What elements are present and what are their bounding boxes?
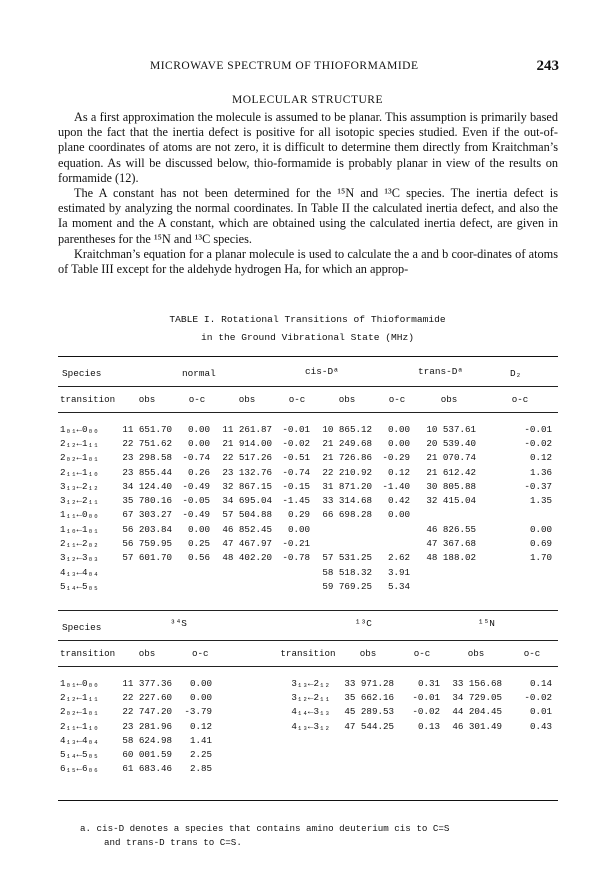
obs-cell xyxy=(446,747,508,761)
obs-cell: 34 729.05 xyxy=(452,691,502,703)
o-c-cell: 0.00 xyxy=(189,691,212,703)
obs-cell xyxy=(216,579,278,593)
o-c-cell: 0.42 xyxy=(387,495,410,507)
transition-cell: 4₁₃←4₀₄ xyxy=(60,734,99,746)
o-c-cell: -0.15 xyxy=(282,480,310,492)
o-c-cell: 2.62 xyxy=(387,552,410,564)
obs-cell xyxy=(416,508,482,522)
table-row xyxy=(58,451,558,465)
o-c-cell: 5.34 xyxy=(387,580,410,592)
o-c-cell: -0.74 xyxy=(282,466,310,478)
species-34s: ³⁴S xyxy=(170,618,187,629)
obs-cell: 33 314.68 xyxy=(322,495,372,507)
obs-cell xyxy=(338,762,400,776)
table-row xyxy=(58,465,558,479)
obs-cell: 21 612.42 xyxy=(426,466,476,478)
o-c-cell xyxy=(482,565,558,579)
o-c-cell: 0.00 xyxy=(387,423,410,435)
col-header: obs xyxy=(138,393,156,405)
table-row xyxy=(58,690,558,704)
paragraph-2: The A constant has not been determined for the ¹⁵N and ¹³C species. The inertia defect is estimated by analyzing the normal coordinates. In Table II the calculated inertia defect, and also the Ia moment and the A constant, which are obtained using the calculated inertia defect, are given in parentheses for the ¹⁵N and ¹³C species. xyxy=(58,186,558,246)
transition-cell: 4₁₃←4₀₄ xyxy=(60,566,99,578)
obs-cell: 57 504.88 xyxy=(222,509,272,521)
obs-cell: 35 662.16 xyxy=(344,691,394,703)
table-header-rule xyxy=(58,386,558,387)
o-c-cell: 0.25 xyxy=(187,538,210,550)
table-caption-line1: TABLE I. Rotational Transitions of Thioformamide xyxy=(169,314,446,325)
table-row xyxy=(58,762,558,776)
obs-cell xyxy=(338,747,400,761)
obs-cell: 22 210.92 xyxy=(322,466,372,478)
o-c-cell xyxy=(278,565,316,579)
transition-cell: 6₁₅←6₀₆ xyxy=(60,763,99,775)
o-c-cell: 1.41 xyxy=(189,734,212,746)
table-row xyxy=(58,705,558,719)
o-c-cell: 2.25 xyxy=(189,749,212,761)
species-trans-d: trans-Dᵃ xyxy=(418,366,464,377)
o-c-cell xyxy=(508,747,558,761)
obs-cell: 46 826.55 xyxy=(426,523,476,535)
o-c-cell: 1.36 xyxy=(529,466,552,478)
obs-cell: 21 249.68 xyxy=(322,437,372,449)
table-row xyxy=(58,479,558,493)
o-c-cell: 0.00 xyxy=(387,509,410,521)
table-bottom-rule xyxy=(58,800,558,801)
obs-cell: 58 518.32 xyxy=(322,566,372,578)
obs-cell: 48 188.02 xyxy=(426,552,476,564)
o-c-cell: 0.26 xyxy=(187,466,210,478)
obs-cell: 57 601.70 xyxy=(122,552,172,564)
col-header: o-c xyxy=(413,647,431,659)
transition-cell: 2₀₂←1₀₁ xyxy=(60,452,99,464)
transition-cell: 2₀₂←1₀₁ xyxy=(60,706,99,718)
transition-cell: 3₁₂←3₀₃ xyxy=(60,552,99,564)
obs-cell: 32 867.15 xyxy=(222,480,272,492)
col-header: o-c xyxy=(192,647,209,659)
species-15n: ¹⁵N xyxy=(478,618,495,629)
table-top-rule xyxy=(58,356,558,357)
col-header: transition xyxy=(60,393,116,405)
obs-cell: 31 871.20 xyxy=(322,480,372,492)
o-c-cell: -0.51 xyxy=(282,452,310,464)
obs-cell: 59 769.25 xyxy=(322,580,372,592)
obs-cell: 23 298.58 xyxy=(122,452,172,464)
body-text xyxy=(58,110,558,277)
obs-cell: 47 544.25 xyxy=(344,720,394,732)
table-row xyxy=(58,719,558,733)
transition-cell: 5₁₄←5₀₅ xyxy=(60,580,99,592)
obs-cell xyxy=(316,536,378,550)
col-header: o-c xyxy=(188,393,206,405)
obs-cell: 57 531.25 xyxy=(322,552,372,564)
o-c-cell: -0.29 xyxy=(382,452,410,464)
table-row xyxy=(58,551,558,565)
obs-cell: 56 759.95 xyxy=(122,538,172,550)
o-c-cell xyxy=(482,508,558,522)
table-row xyxy=(58,676,558,690)
o-c-cell: -0.49 xyxy=(182,509,210,521)
o-c-cell: 0.69 xyxy=(529,538,552,550)
species-label: Species xyxy=(62,368,102,379)
obs-cell: 21 726.86 xyxy=(322,452,372,464)
obs-cell: 67 303.27 xyxy=(122,509,172,521)
page-number: 243 xyxy=(536,58,559,74)
o-c-cell: 0.56 xyxy=(187,552,210,564)
obs-cell: 35 780.16 xyxy=(122,495,172,507)
species-d2: D₂ xyxy=(510,368,522,379)
obs-cell: 11 377.36 xyxy=(122,677,172,689)
obs-cell: 34 695.04 xyxy=(222,495,272,507)
obs-cell: 60 001.59 xyxy=(122,749,172,761)
o-c-cell: -0.74 xyxy=(182,452,210,464)
transition-cell: 2₁₁←1₁₀ xyxy=(60,720,99,732)
o-c-cell xyxy=(178,565,216,579)
o-c-cell: -0.02 xyxy=(524,691,552,703)
obs-cell: 30 805.88 xyxy=(426,480,476,492)
transition-cell xyxy=(218,747,338,761)
obs-cell: 21 914.00 xyxy=(222,437,272,449)
o-c-cell xyxy=(508,762,558,776)
obs-cell xyxy=(338,733,400,747)
table-row xyxy=(58,522,558,536)
table-footnote xyxy=(80,822,550,850)
lower-header-rule xyxy=(58,640,558,641)
transition-cell: 1₀₁←0₀₀ xyxy=(60,423,99,435)
obs-cell: 22 227.60 xyxy=(122,691,172,703)
obs-cell: 47 467.97 xyxy=(222,538,272,550)
table-row xyxy=(58,733,558,747)
o-c-cell: 0.43 xyxy=(529,720,552,732)
obs-cell: 33 971.28 xyxy=(344,677,394,689)
o-c-cell: 1.35 xyxy=(529,495,552,507)
obs-cell: 44 204.45 xyxy=(452,706,502,718)
lower-column-header-row xyxy=(58,646,558,660)
transition-cell: 5₁₄←5₀₅ xyxy=(60,749,99,761)
o-c-cell: 0.12 xyxy=(387,466,410,478)
transition-cell: 3₁₂←2₁₁ xyxy=(60,495,99,507)
obs-cell: 22 751.62 xyxy=(122,437,172,449)
o-c-cell: -0.49 xyxy=(182,480,210,492)
col-header: obs xyxy=(238,393,256,405)
o-c-cell: -1.40 xyxy=(382,480,410,492)
transition-cell: 1₀₁←0₀₀ xyxy=(60,677,99,689)
o-c-cell xyxy=(378,522,416,536)
o-c-cell: 2.85 xyxy=(189,763,212,775)
o-c-cell: 0.00 xyxy=(387,437,410,449)
obs-cell xyxy=(446,733,508,747)
species-cis-d: cis-Dᵃ xyxy=(305,366,339,377)
species-13c: ¹³C xyxy=(355,618,372,629)
col-header: o-c xyxy=(288,393,306,405)
table-row xyxy=(58,565,558,579)
obs-cell: 47 367.68 xyxy=(426,538,476,550)
obs-cell xyxy=(446,762,508,776)
col-header: obs xyxy=(359,647,377,659)
o-c-cell: 3.91 xyxy=(387,566,410,578)
o-c-cell: 1.70 xyxy=(529,552,552,564)
obs-cell: 66 698.28 xyxy=(322,509,372,521)
o-c-cell: -0.01 xyxy=(524,423,552,435)
obs-cell xyxy=(116,565,178,579)
obs-cell: 34 124.40 xyxy=(122,480,172,492)
obs-cell: 23 281.96 xyxy=(122,720,172,732)
obs-cell: 32 415.04 xyxy=(426,495,476,507)
o-c-cell: 0.00 xyxy=(189,677,212,689)
obs-cell: 46 301.49 xyxy=(452,720,502,732)
o-c-cell: -0.02 xyxy=(524,437,552,449)
obs-cell xyxy=(116,579,178,593)
o-c-cell xyxy=(178,579,216,593)
obs-cell: 46 852.45 xyxy=(222,523,272,535)
o-c-cell: 0.00 xyxy=(187,523,210,535)
transition-cell: 3₁₃←2₁₂ xyxy=(60,480,99,492)
transition-cell: 2₁₂←1₁₁ xyxy=(60,691,99,703)
col-header: o-c xyxy=(388,393,406,405)
o-c-cell: -1.45 xyxy=(282,495,310,507)
obs-cell: 21 070.74 xyxy=(426,452,476,464)
obs-cell xyxy=(416,579,482,593)
o-c-cell: -3.79 xyxy=(184,706,212,718)
o-c-cell xyxy=(400,733,446,747)
o-c-cell: -0.02 xyxy=(412,706,440,718)
obs-cell: 58 624.98 xyxy=(122,734,172,746)
o-c-cell: -0.21 xyxy=(282,538,310,550)
o-c-cell: 0.14 xyxy=(529,677,552,689)
obs-cell: 61 683.46 xyxy=(122,763,172,775)
transition-cell: 1₁₀←1₀₁ xyxy=(60,523,99,535)
obs-cell: 22 747.20 xyxy=(122,706,172,718)
obs-cell: 11 651.70 xyxy=(122,423,172,435)
obs-cell: 45 289.53 xyxy=(344,706,394,718)
o-c-cell: 0.00 xyxy=(529,523,552,535)
running-title: MICROWAVE SPECTRUM OF THIOFORMAMIDE xyxy=(150,60,419,72)
transition-cell: 2₁₁←1₁₀ xyxy=(60,466,99,478)
o-c-cell xyxy=(400,747,446,761)
lower-subheader-rule xyxy=(58,666,558,667)
column-header-row xyxy=(58,392,558,406)
footnote-line-1: a. cis-D denotes a species that contains amino deuterium cis to C=S xyxy=(80,823,450,834)
obs-cell xyxy=(416,565,482,579)
obs-cell: 10 537.61 xyxy=(426,423,476,435)
o-c-cell: -0.05 xyxy=(182,495,210,507)
o-c-cell xyxy=(278,579,316,593)
table-lower-header xyxy=(58,646,558,660)
species-normal: normal xyxy=(182,368,216,379)
section-heading: MOLECULAR STRUCTURE xyxy=(231,94,384,106)
o-c-cell: -0.01 xyxy=(282,423,310,435)
obs-cell: 20 539.40 xyxy=(426,437,476,449)
table-subheader-rule xyxy=(58,412,558,413)
col-header: transition xyxy=(60,647,116,659)
table-row xyxy=(58,493,558,507)
table-row xyxy=(58,747,558,761)
o-c-cell: 0.00 xyxy=(187,437,210,449)
col-header: obs xyxy=(338,393,356,405)
transition-cell: 1₁₁←0₀₀ xyxy=(60,509,99,521)
transition-cell: 4₁₃←3₁₂ xyxy=(291,720,330,732)
o-c-cell: 0.01 xyxy=(529,706,552,718)
col-header: transition xyxy=(280,647,336,659)
table-row xyxy=(58,508,558,522)
table-upper-header xyxy=(58,392,558,406)
running-header xyxy=(0,60,615,76)
lower-species-label: Species xyxy=(62,622,102,633)
obs-cell xyxy=(316,522,378,536)
o-c-cell xyxy=(378,536,416,550)
o-c-cell xyxy=(508,733,558,747)
obs-cell: 10 865.12 xyxy=(322,423,372,435)
transition-cell xyxy=(218,733,338,747)
o-c-cell: -0.02 xyxy=(282,437,310,449)
o-c-cell: 0.00 xyxy=(187,423,210,435)
col-header: obs xyxy=(138,647,156,659)
o-c-cell: -0.78 xyxy=(282,552,310,564)
o-c-cell xyxy=(482,579,558,593)
transition-cell: 2₁₂←1₁₁ xyxy=(60,437,99,449)
table-lower-body xyxy=(58,676,558,776)
table-row xyxy=(58,422,558,436)
obs-cell: 33 156.68 xyxy=(452,677,502,689)
footnote-line-2: and trans-D trans to C=S. xyxy=(104,837,242,848)
o-c-cell: 0.00 xyxy=(287,523,310,535)
o-c-cell: -0.37 xyxy=(524,480,552,492)
obs-cell: 56 203.84 xyxy=(122,523,172,535)
obs-cell xyxy=(216,565,278,579)
o-c-cell: 0.12 xyxy=(529,452,552,464)
transition-cell: 4₁₄←3₁₃ xyxy=(291,706,330,718)
table-caption-line2: in the Ground Vibrational State (MHz) xyxy=(200,332,415,343)
obs-cell: 23 132.76 xyxy=(222,466,272,478)
o-c-cell: 0.29 xyxy=(287,509,310,521)
o-c-cell xyxy=(400,762,446,776)
col-header: o-c xyxy=(511,393,529,405)
lower-table-top-rule xyxy=(58,610,558,611)
obs-cell: 48 402.20 xyxy=(222,552,272,564)
o-c-cell: 0.31 xyxy=(417,677,440,689)
table-row xyxy=(58,436,558,450)
table-upper-body xyxy=(58,422,558,594)
o-c-cell: 0.13 xyxy=(417,720,440,732)
table-row xyxy=(58,579,558,593)
obs-cell: 23 855.44 xyxy=(122,466,172,478)
col-header: o-c xyxy=(523,647,541,659)
paragraph-1: As a first approximation the molecule is assumed to be planar. This assumption is primarily based upon the fact that the inertia defect is positive for all isotopic species studied. Even if the out-of-plane coordinates of atoms are not zero, it is difficult to determine them directly from Kraitchman’s equation. As will be discussed below, thio-formamide is probably planar in view of the results on formamide (12). xyxy=(58,110,558,185)
obs-cell: 11 261.87 xyxy=(222,423,272,435)
col-header: obs xyxy=(467,647,485,659)
obs-cell: 22 517.26 xyxy=(222,452,272,464)
paragraph-3: Kraitchman’s equation for a planar molecule is used to calculate the a and b coor-dinates of atoms of Table III except for the aldehyde hydrogen Ha, for which an approp- xyxy=(58,246,558,277)
transition-cell: 3₁₂←2₁₁ xyxy=(291,691,330,703)
transition-cell xyxy=(218,762,338,776)
transition-cell: 3₁₃←2₁₂ xyxy=(291,677,330,689)
o-c-cell: -0.01 xyxy=(412,691,440,703)
transition-cell: 2₁₁←2₀₂ xyxy=(60,538,99,550)
o-c-cell: 0.12 xyxy=(189,720,212,732)
table-row xyxy=(58,536,558,550)
col-header: obs xyxy=(440,393,458,405)
